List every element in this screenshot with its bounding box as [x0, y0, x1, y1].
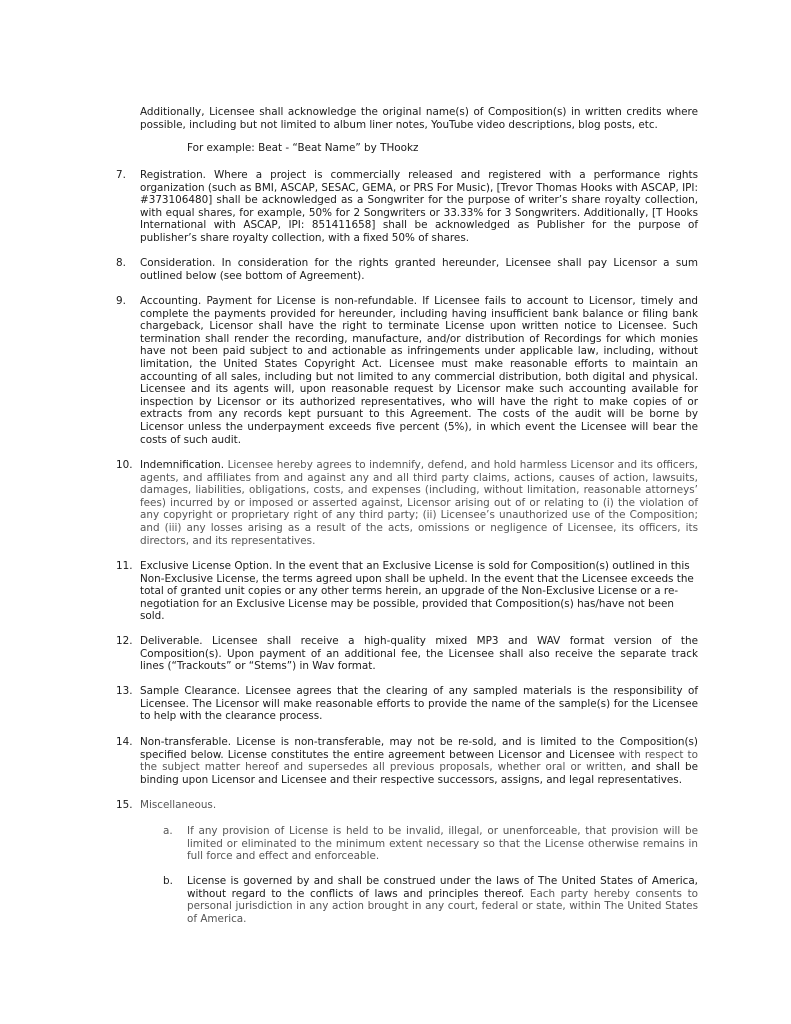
clause-heading: Indemnification.: [140, 459, 225, 471]
clause-number: 9.: [116, 295, 126, 307]
subclause-body-part-b: Each party hereby consents to personal jurisdiction in any action brought in any court, federal or state, within The United States of America.: [187, 887, 698, 925]
clause-deliverable: [116, 635, 698, 673]
clause-text: Deliverable. Licensee shall receive a high-quality mixed MP3 and WAV format version of the Composition(s). Upon payment of an additional fee, the Licensee shall also receive the separate track lines (“Trackouts” or “Stems”) in Wav format.: [140, 635, 698, 673]
clause-body-part-a: Non-transferable. License is non-transferable, may not be re-sold, and is limited to the Composition(s) specified below. License constitutes the entire agreement between Licensor and Licensee: [140, 736, 698, 761]
clause-number: 10.: [116, 459, 133, 471]
clause-text: [140, 459, 698, 547]
credits-paragraph: Additionally, Licensee shall acknowledge the original name(s) of Composition(s) in written credits where possible, including but not limited to album liner notes, YouTube video descriptions, blog posts, etc.: [140, 106, 698, 131]
clause-text: Miscellaneous.: [140, 799, 217, 811]
subclause-letter: a.: [163, 825, 173, 837]
clause-text: [140, 736, 698, 786]
clause-number: 7.: [116, 169, 126, 181]
clause-miscellaneous: [116, 799, 698, 812]
clause-registration: [116, 169, 698, 245]
subclause-severability: [163, 825, 698, 863]
clause-accounting: [116, 295, 698, 446]
clause-non-transferable: [116, 736, 698, 786]
subclause-governing-law: [163, 875, 698, 925]
subclause-text: [187, 875, 698, 925]
subclause-body-part-a: License is governed by and shall be construed under the laws of The United States of America, without regard to the conflicts of laws and principles thereof.: [187, 875, 698, 900]
clause-text: Consideration. In consideration for the rights granted hereunder, Licensee shall pay Licensor a sum outlined below (see bottom of Agreement).: [140, 257, 698, 282]
clause-exclusive-license-option: [116, 560, 698, 623]
clause-number: 14.: [116, 736, 133, 748]
subclause-text: If any provision of License is held to be invalid, illegal, or unenforceable, that provision will be limited or eliminated to the minimum extent necessary so that the License otherwise remains in full force and effect and enforceable.: [187, 825, 698, 863]
clause-number: 12.: [116, 635, 133, 647]
clause-indemnification: [116, 459, 698, 547]
clause-number: 13.: [116, 685, 133, 697]
clause-number: 11.: [116, 560, 133, 572]
clause-sample-clearance: [116, 685, 698, 723]
clause-text: Accounting. Payment for License is non-refundable. If Licensee fails to account to Licensor, timely and complete the payments provided for hereunder, including having insufficient bank balance or filing bank chargeback, Licensor shall have the right to terminate License upon written notice to Licensee. Such termination shall render the recording, manufacture, and/or distribution of Recordings for which monies have not been paid subject to and actionable as infringements under applicable law, including, without limitation, the United States Copyright Act. Licensee must make reasonable efforts to maintain an accounting of all sales, including but not limited to any commercial distribution, both digital and physical. Licensee and its agents will, upon reasonable request by Licensor make such accounting available for inspection by Licensor or its authorized representatives, who will have the right to make copies of or extracts from any records kept pursuant to this Agreement. The costs of the audit will be borne by Licensor unless the underpayment exceeds five percent (5%), in which event the Licensee will bear the costs of such audit.: [140, 295, 698, 446]
clause-text: Exclusive License Option. In the event that an Exclusive License is sold for Composition(s) outlined in this Non-Exclusive License, the terms agreed upon shall be upheld. In the event that the Licensee exceeds the total of granted unit copies or any other terms herein, an upgrade of the Non-Exclusive License or a re-negotiation for an Exclusive License may be possible, provided that Composition(s) has/have not been sold.: [140, 560, 694, 623]
subclause-letter: b.: [163, 875, 173, 887]
clause-text: Sample Clearance. Licensee agrees that the clearing of any sampled materials is the responsibility of Licensee. The Licensor will make reasonable efforts to provide the name of the sample(s) for the Licensee to help with the clearance process.: [140, 685, 698, 723]
clause-body-part-c: and shall be binding upon Licensor and Licensee and their respective successors, assigns, and legal representatives.: [140, 761, 698, 786]
clause-number: 15.: [116, 799, 133, 811]
clause-consideration: [116, 257, 698, 282]
clause-body-part-b: with respect to the subject matter hereof and supersedes all previous proposals, whether oral or written,: [140, 748, 698, 774]
clause-number: 8.: [116, 257, 126, 269]
clause-text: Registration. Where a project is commercially released and registered with a performance rights organization (such as BMI, ASCAP, SESAC, GEMA, or PRS For Music), [Trevor Thomas Hooks with ASCAP, IPI: #373106480] shall be acknowledged as a Songwriter for the purpose of writer’s share royalty collection, with equal shares, for example, 50% for 2 Songwriters or 33.33% for 3 Songwriters. Additionally, [T Hooks International with ASCAP, IPI: 851411658] shall be acknowledged as Publisher for the purpose of publisher’s share royalty collection, with a fixed 50% of shares.: [140, 169, 698, 244]
clause-body: Licensee hereby agrees to indemnify, defend, and hold harmless Licensor and its officers, agents, and affiliates from and against any and all third party claims, actions, causes of action, lawsuits, damages, liabilities, obligations, costs, and expenses (including, without limitation, reasonable attorneys’ fees) incurred by or imposed or asserted against, Licensor arising out of or relating to (i) the violation of any copyright or proprietary right of any third party; (ii) Licensee’s unauthorized use of the Composition; and (iii) any losses arising as a result of the acts, omissions or negligence of Licensee, its officers, its directors, and its representatives.: [140, 459, 698, 547]
credit-example: For example: Beat - “Beat Name” by THookz: [187, 142, 419, 154]
